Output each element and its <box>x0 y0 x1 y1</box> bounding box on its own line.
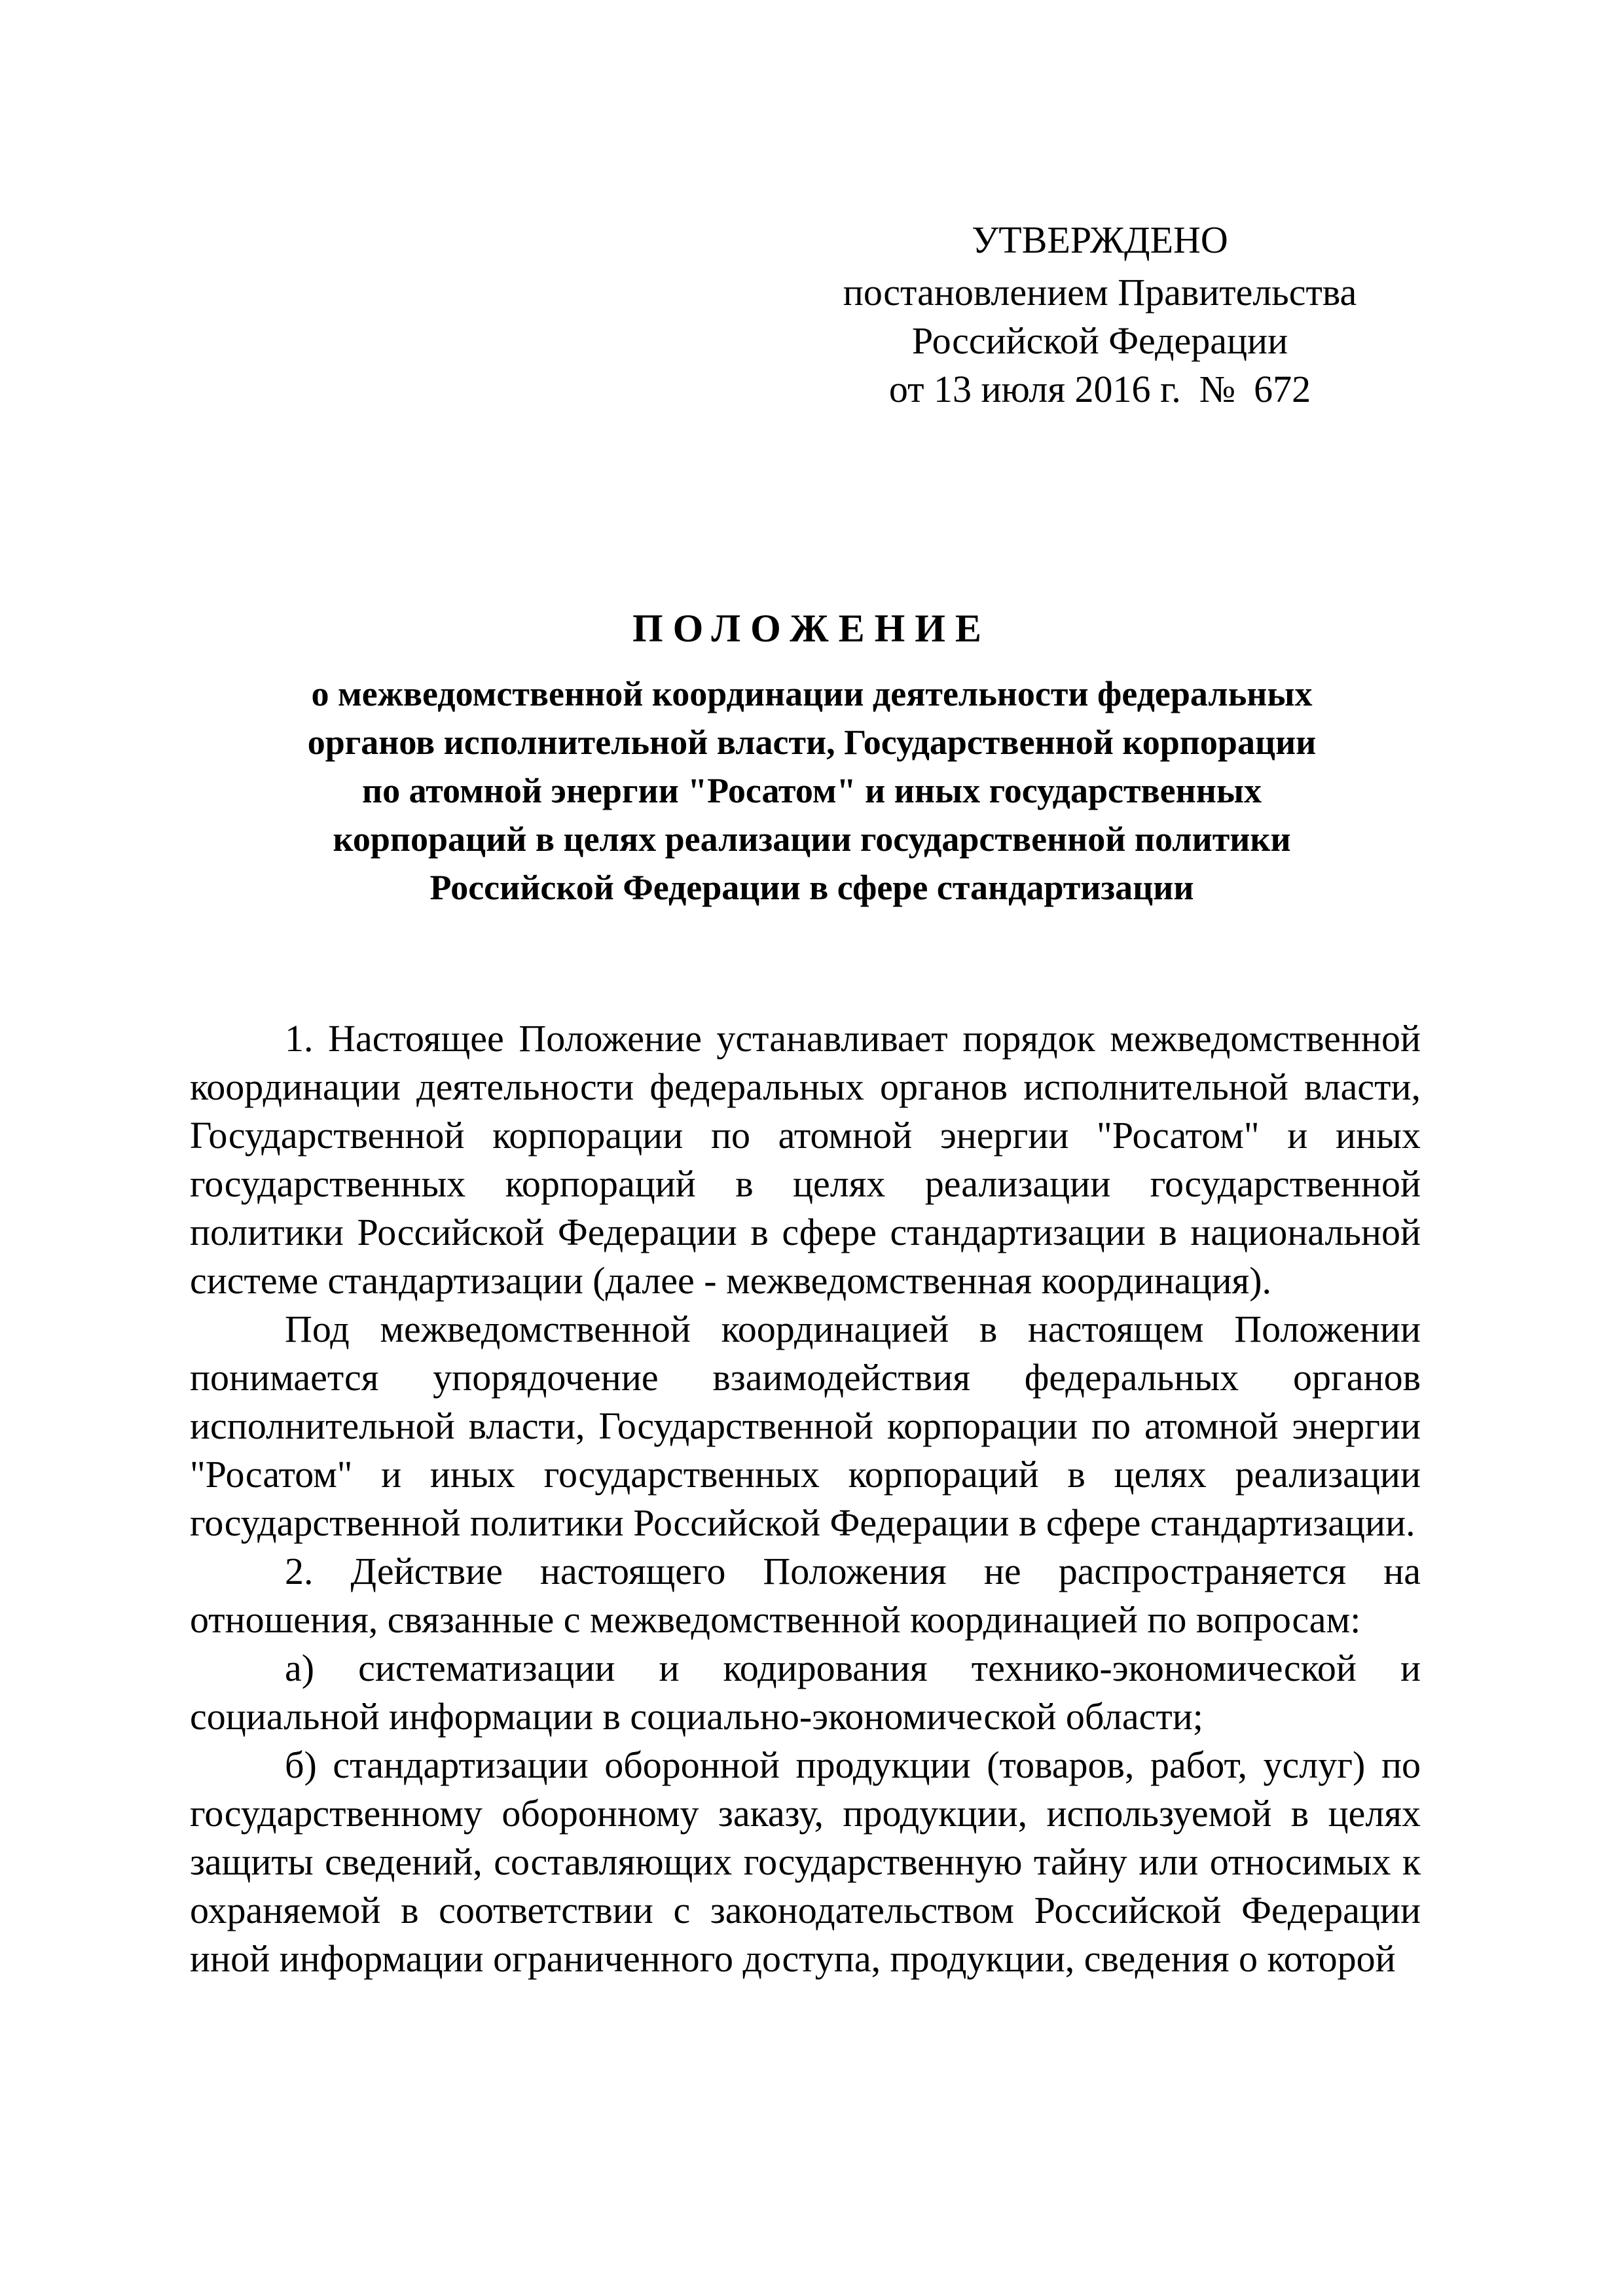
document-title: ПОЛОЖЕНИЕ <box>632 607 991 650</box>
document-title-block <box>190 599 1434 912</box>
document-subtitle-line: органов исполнительной власти, Государственной корпорации <box>307 723 1317 762</box>
approval-date: от 13 июля 2016 г. <box>888 368 1181 410</box>
paragraph-1: 1. Настоящее Положение устанавливает порядок межведомственной координации деятельности федеральных органов исполнительной власти, Государственной корпорации по атомной энергии "Росатом" и иных государственных корпораций в целях реализации государственной политики Российской Федерации в сфере стандартизации в национальной системе стандартизации (далее - межведомственная координация). <box>190 1017 1421 1302</box>
document-subtitle-line: корпораций в целях реализации государственной политики <box>333 819 1291 859</box>
approval-stamp-block <box>773 216 1427 414</box>
paragraph-definition: Под межведомственной координацией в настоящем Положении понимается упорядочение взаимодействия федеральных органов исполнительной власти, Государственной корпорации по атомной энергии "Росатом" и иных государственных корпораций в целях реализации государственной политики Российской Федерации в сфере стандартизации. <box>190 1308 1421 1544</box>
approval-stamp-word: УТВЕРЖДЕНО <box>972 219 1228 261</box>
approval-line-resolution: постановлением Правительства <box>843 271 1357 314</box>
document-subtitle-line: Российской Федерации в сфере стандартизации <box>429 868 1194 907</box>
approval-number-sign: № <box>1199 368 1236 410</box>
document-subtitle-line: по атомной энергии "Росатом" и иных государственных <box>362 771 1262 810</box>
approval-line-government: Российской Федерации <box>911 319 1288 362</box>
approval-number: 672 <box>1254 368 1311 410</box>
paragraph-2: 2. Действие настоящего Положения не распространяется на отношения, связанные с межведомственной координацией по вопросам: <box>190 1550 1421 1641</box>
document-body <box>190 1014 1421 1983</box>
approval-date-line <box>773 365 1427 414</box>
paragraph-2b: б) стандартизации оборонной продукции (товаров, работ, услуг) по государственному оборонному заказу, продукции, используемой в целях защиты сведений, составляющих государственную тайну или относимых к охраняемой в соответствии с законодательством Российской Федерации иной информации ограниченного доступа, продукции, сведения о которой <box>190 1744 1421 1980</box>
paragraph-2a: а) систематизации и кодирования технико-экономической и социальной информации в социально-экономической области; <box>190 1647 1421 1738</box>
document-subtitle-line: о межведомственной координации деятельности федеральных <box>311 674 1313 713</box>
